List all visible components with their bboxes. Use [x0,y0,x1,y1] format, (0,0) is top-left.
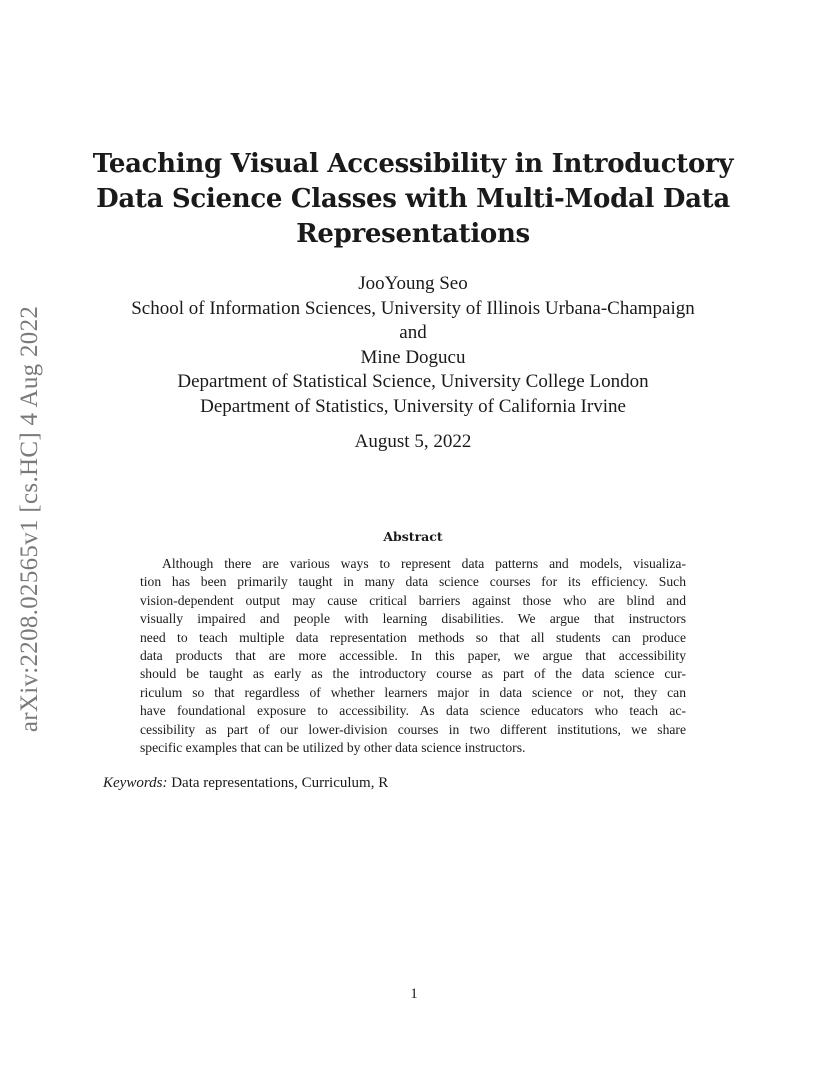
abstract-line: specific examples that can be utilized by other data science instructors. [140,740,526,756]
abstract-line: should be taught as early as the introductory course as part of the data science cur- [140,666,686,682]
author-affiliation: School of Information Sciences, University of Illinois Urbana-Champaign [131,297,695,319]
abstract-body [140,555,686,757]
title-line: Data Science Classes with Multi-Modal Data [96,184,730,214]
keywords-value: Data representations, Curriculum, R [171,775,389,791]
keywords-label: Keywords: [103,775,168,791]
title-line: Teaching Visual Accessibility in Introductory [92,149,734,179]
author-affiliation: Department of Statistics, University of California Irvine [200,395,626,417]
author-name: Mine Dogucu [360,346,466,368]
abstract-line: Although there are various ways to represent data patterns and models, visualiza- [162,556,686,571]
page-number: 1 [410,986,418,1002]
author-block [80,272,746,419]
abstract-line: vision-dependent output may cause critical barriers against those who are blind and [140,592,686,608]
abstract-line: have foundational exposure to accessibility. As data science educators who teach ac- [140,703,686,719]
title-line: Representations [296,219,530,249]
author-affiliation: Department of Statistical Science, University College London [177,371,649,392]
arxiv-identifier: arXiv:2208.02565v1 [cs.HC] 4 Aug 2022 [16,305,44,733]
abstract-line: tion has been primarily taught in many data science courses for its efficiency. Such [140,574,686,590]
paper-title [80,147,746,252]
author-conjunction: and [399,322,427,343]
abstract-heading: Abstract [383,529,443,544]
arxiv-sidebar-stamp [13,286,47,752]
abstract-line: need to teach multiple data representation methods so that all students can produce [140,629,686,645]
keywords-line [103,773,388,793]
abstract-line: cessibility as part of our lower-division courses in two different institutions, we share [140,721,686,737]
abstract-line: visually impaired and people with learning disabilities. We argue that instructors [140,611,686,627]
abstract-line: data products that are more accessible. In this paper, we argue that accessibility [140,648,686,664]
abstract-line: riculum so that regardless of whether learners major in data science or not, they can [140,684,686,700]
paper-date: August 5, 2022 [354,431,472,452]
author-name: JooYoung Seo [358,273,468,294]
